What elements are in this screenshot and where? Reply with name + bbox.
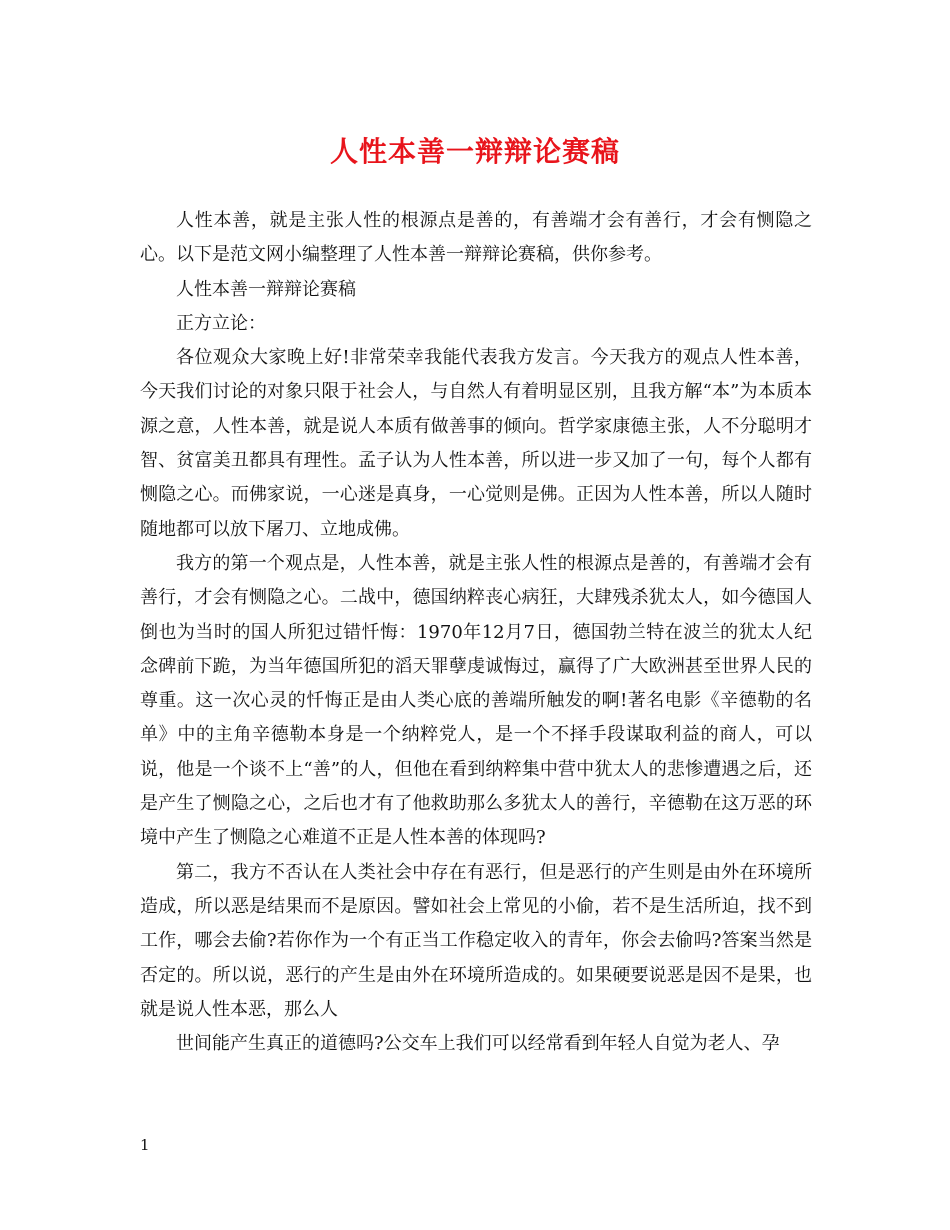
paragraph: 人性本善一辩辩论赛稿 [176,278,356,300]
paragraph: 我方的第一个观点是，人性本善，就是主张人性的根源点是善的，有善端才会有善行，才会有恻隐之心。二战中，德国纳粹丧心病狂，大肆残杀犹太人，如今德国人倒也为当时的国人所犯过错忏悔：1970年12月7日，德国勃兰特在波兰的犹太人纪念碑前下跪，为当年德国所犯的滔天罪孽虔诚悔过，赢得了广大欧洲甚至世界人民的尊重。这一次心灵的忏悔正是由人类心底的善端所触发的啊!著名电影《辛德勒的名单》中的主角辛德勒本身是一个纳粹党人，是一个不择手段谋取利益的商人，可以说，他是一个谈不上“善”的人，但他在看到纳粹集中营中犹太人的悲惨遭遇之后，还是产生了恻隐之心，之后也才有了他救助那么多犹太人的善行，辛德勒在这万恶的环境中产生了恻隐之心难道不正是人性本善的体现吗? [140,552,812,849]
paragraph: 人性本善，就是主张人性的根源点是善的，有善端才会有善行，才会有恻隐之心。以下是范文网小编整理了人性本善一辩辩论赛稿，供你参考。 [140,210,812,266]
page-number: 1 [140,1136,150,1154]
document-body [140,204,812,1061]
paragraph: 各位观众大家晚上好!非常荣幸我能代表我方发言。今天我方的观点人性本善，今天我们讨论的对象只限于社会人，与自然人有着明显区别，且我方解“本”为本质本源之意，人性本善，就是说人本质有做善事的倾向。哲学家康德主张，人不分聪明才智、贫富美丑都具有理性。孟子认为人性本善，所以进一步又加了一句，每个人都有恻隐之心。而佛家说，一心迷是真身，一心觉则是佛。正因为人性本善，所以人随时随地都可以放下屠刀、立地成佛。 [140,347,812,540]
paragraph: 正方立论： [176,312,266,334]
paragraph: 第二，我方不否认在人类社会中存在有恶行，但是恶行的产生则是由外在环境所造成，所以恶是结果而不是原因。譬如社会上常见的小偷，若不是生活所迫，找不到工作，哪会去偷?若你作为一个有正当工作稳定收入的青年，你会去偷吗?答案当然是否定的。所以说，恶行的产生是由外在环境所造成的。如果硬要说恶是因不是果，也就是说人性本恶，那么人 [140,861,812,1020]
document-title: 人性本善一辩辩论赛稿 [329,135,620,168]
paragraph: 世间能产生真正的道德吗?公交车上我们可以经常看到年轻人自觉为老人、孕 [176,1033,780,1055]
